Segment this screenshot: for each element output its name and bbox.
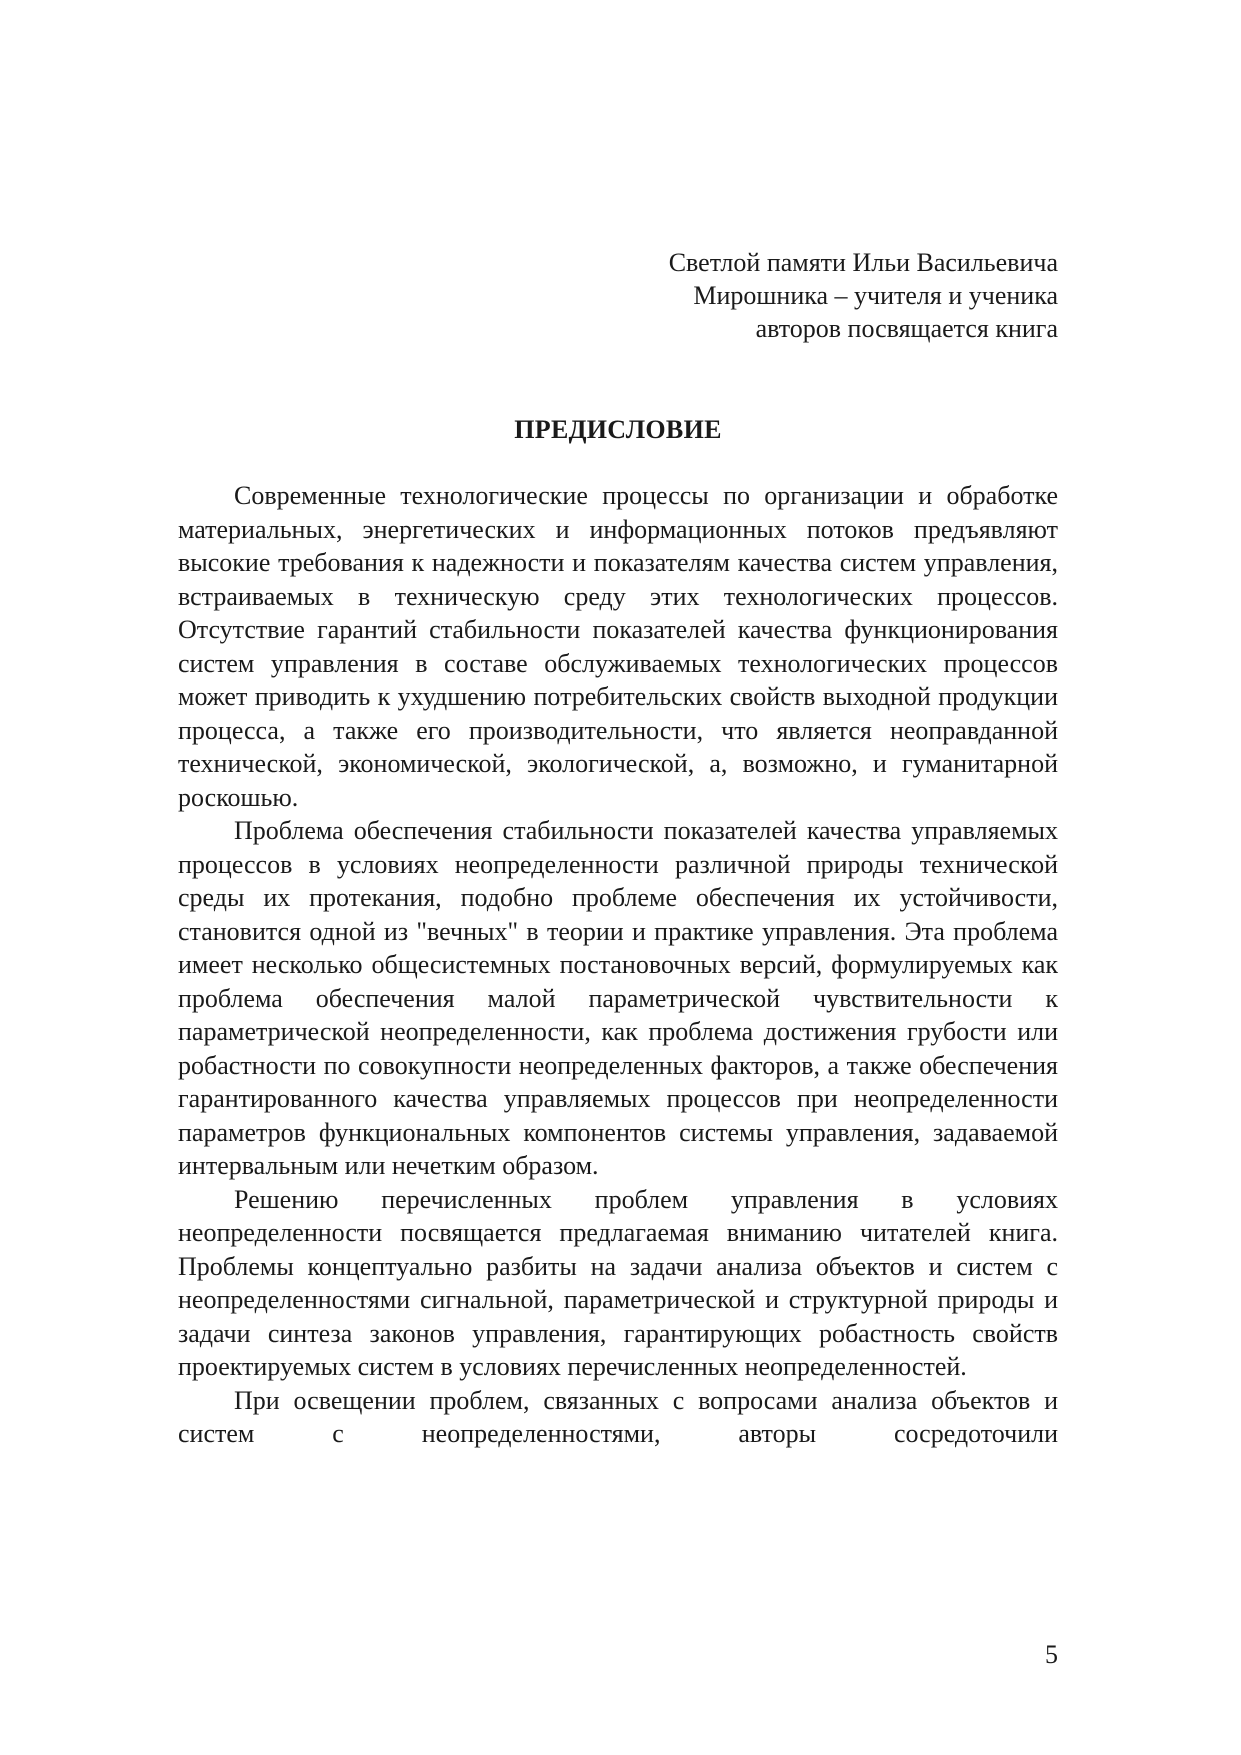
paragraph-3: Решению перечисленных проблем управления в условиях неопределенности посвящается предлагаемая вниманию читателей книга. Проблемы концептуально разбиты на задачи анализа объектов и систем с неопределенностями сигнальной, параметрической и структурной природы и задачи синтеза законов управления, гарантирующих робастность свойств проектируемых систем в условиях перечисленных неопределенностей.	[178, 1184, 1058, 1381]
paragraph-4: При освещении проблем, связанных с вопросами анализа объектов и систем с неопределенностями, авторы сосредоточили	[178, 1385, 1058, 1448]
body-text	[178, 479, 1058, 1451]
dedication-line-1: Светлой памяти Ильи Васильевича	[668, 248, 1058, 277]
paragraph-1: Современные технологические процессы по организации и обработке материальных, энергетических и информационных потоков предъявляют высокие требования к надежности и показателям качества систем управления, встраиваемых в техническую среду этих технологических процессов. Отсутствие гарантий стабильности показателей качества функционирования систем управления в составе обслуживаемых технологических процессов может приводить к ухудшению потребительских свойств выходной продукции процесса, а также его производительности, что является неоправданной технической, экономической, экологической, а, возможно, и гуманитарной роскошью.	[178, 481, 1058, 812]
dedication-line-2: Мирошника – учителя и ученика	[693, 281, 1058, 310]
dedication-line-3: авторов посвящается книга	[755, 314, 1058, 343]
page-number: 5	[1045, 1640, 1058, 1669]
dedication	[458, 246, 1058, 345]
paragraph-2: Проблема обеспечения стабильности показателей качества управляемых процессов в условиях неопределенности различной природы технической среды их протекания, подобно проблеме обеспечения их устойчивости, становится одной из "вечных" в теории и практике управления. Эта проблема имеет несколько общесистемных постановочных версий, формулируемых как проблема обеспечения малой параметрической чувствительности к параметрической неопределенности, как проблема достижения грубости или робастности по совокупности неопределенных факторов, а также обеспечения гарантированного качества управляемых процессов при неопределенности параметров функциональных компонентов системы управления, задаваемой интервальным или нечетким образом.	[178, 816, 1058, 1180]
chapter-title: ПРЕДИСЛОВИЕ	[514, 415, 722, 444]
